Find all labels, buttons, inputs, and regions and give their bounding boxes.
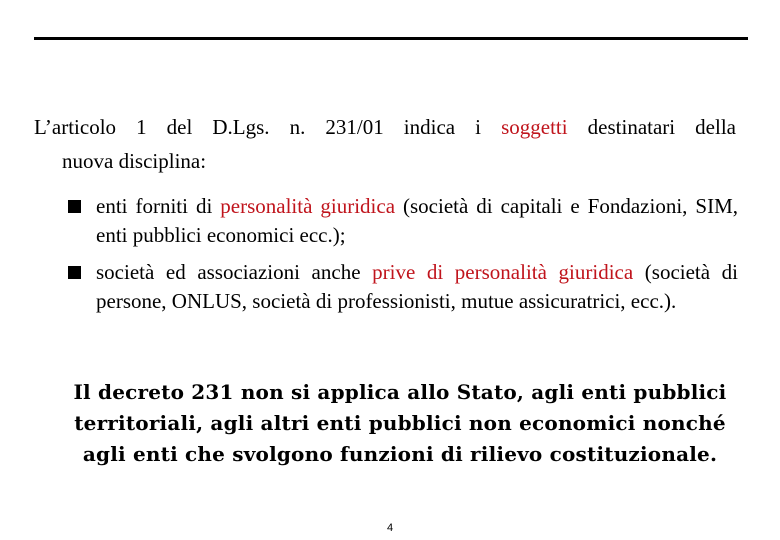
bullet-2-pre: società ed associazioni anche: [96, 260, 361, 284]
bullet-2-highlight: prive di personalità giuridica: [372, 260, 634, 284]
intro-text-start: L’articolo 1 del D.Lgs. n. 231/01 indica i: [34, 115, 482, 139]
square-bullet-icon: [68, 200, 81, 213]
intro-text-end: destinatari della: [587, 115, 736, 139]
page-number: 4: [386, 522, 394, 534]
intro-line-2: nuova disciplina:: [62, 149, 207, 173]
bullet-1-post: (società di capitali e Fondazioni, SIM, enti pubblici economici ecc.);: [96, 194, 738, 247]
intro-line-1: [34, 110, 736, 144]
bullet-item-2: [68, 258, 738, 316]
intro-highlight: soggetti: [501, 115, 568, 139]
bullet-2-post: (società di persone, ONLUS, società di professionisti, mutue assicuratrici, ecc.).: [96, 260, 739, 313]
bullet-1-pre: enti forniti di: [96, 194, 213, 218]
square-bullet-icon: [68, 266, 81, 279]
bullet-1-highlight: personalità giuridica: [220, 194, 396, 218]
bullet-item-1: [68, 192, 738, 250]
top-rule: [34, 37, 748, 40]
note-paragraph: Il decreto 231 non si applica allo Stato, agli enti pubblici territoriali, agli altri enti pubblici non economici nonché agli enti che svolgono funzioni di rilievo costituzionale.: [73, 380, 727, 466]
